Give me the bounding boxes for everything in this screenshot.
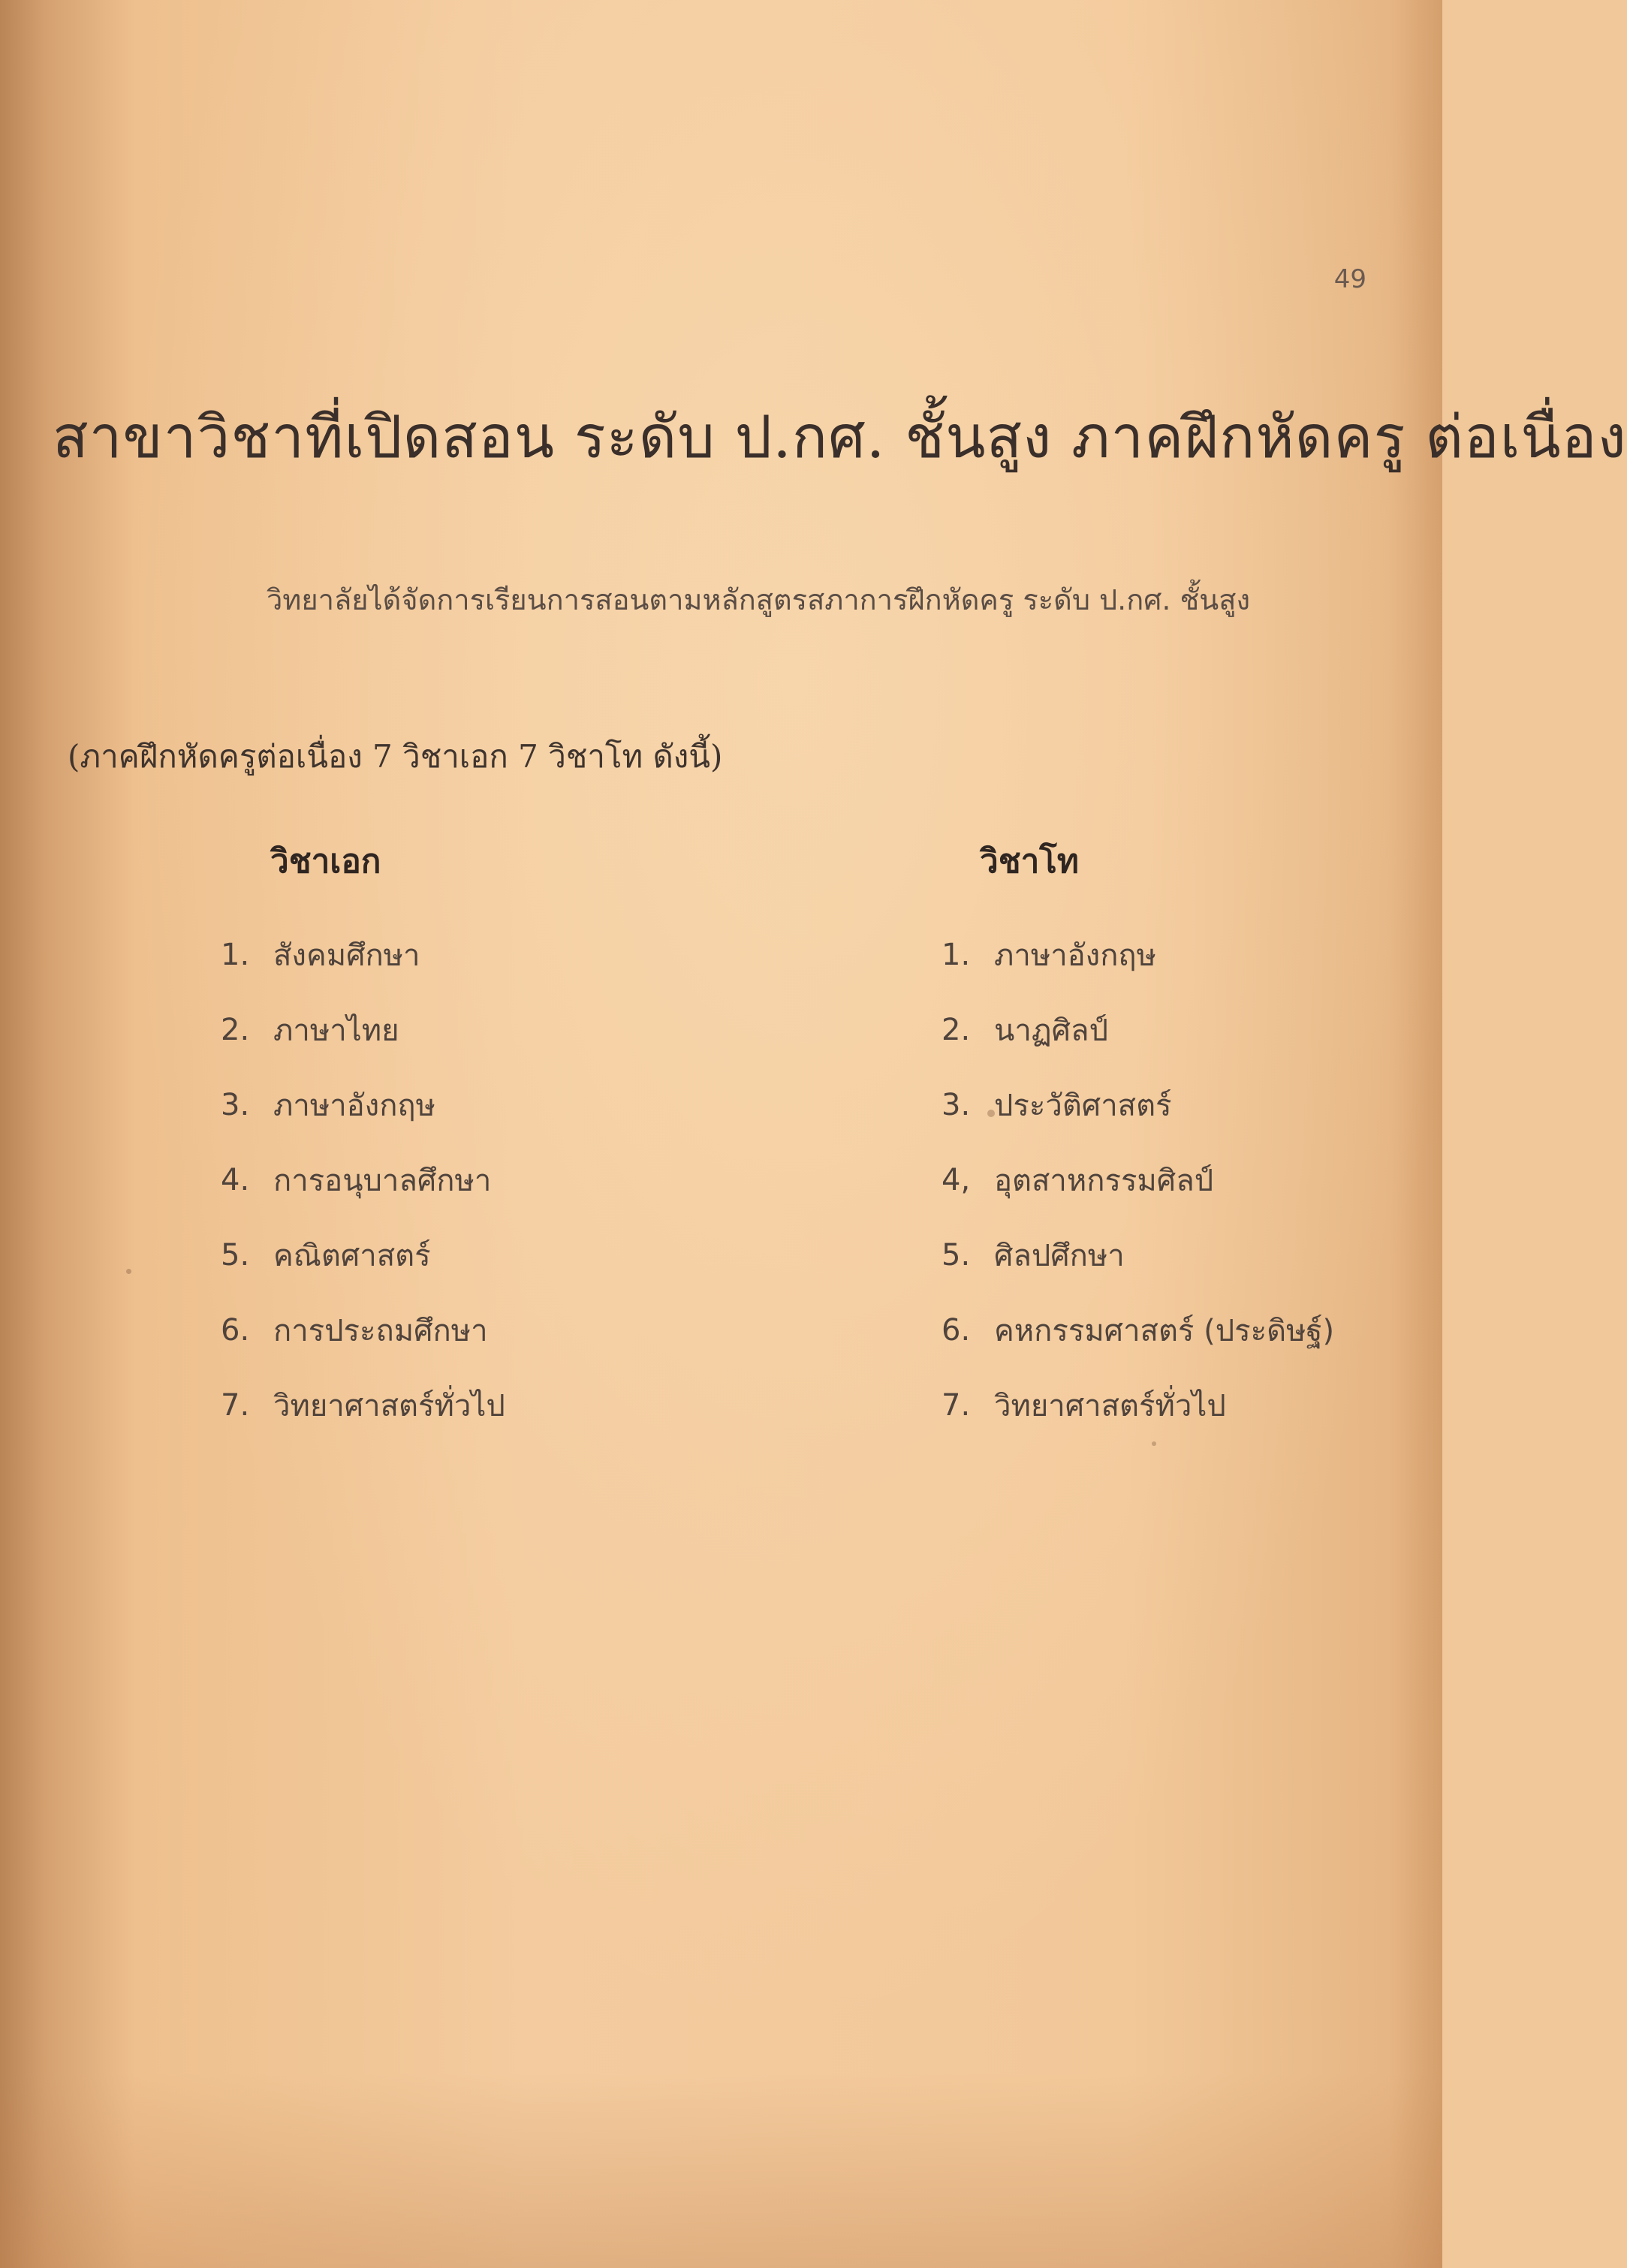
program-summary-note: (ภาคฝึกหัดครูต่อเนื่อง 7 วิชาเอก 7 วิชาโท ดังนี้): [68, 738, 723, 775]
item-number: 5.: [942, 1238, 971, 1273]
item-number: 1.: [221, 938, 250, 972]
item-number: 6.: [942, 1313, 971, 1348]
list-item: [221, 1218, 505, 1293]
item-label: อุตสาหกรรมศิลป์: [994, 1164, 1214, 1198]
list-item: [942, 992, 1334, 1068]
ink-speck: [126, 1269, 131, 1274]
list-item: [221, 1143, 505, 1218]
list-item: [942, 1068, 1334, 1143]
item-number: 6.: [221, 1313, 250, 1348]
list-item: [942, 1293, 1334, 1368]
item-number: 1.: [942, 938, 971, 972]
list-item: [221, 1293, 505, 1368]
minor-heading: วิชาโท: [980, 842, 1079, 881]
item-label: การประถมศึกษา: [273, 1314, 488, 1348]
list-item: [942, 917, 1334, 992]
item-label: วิทยาศาสตร์ทั่วไป: [273, 1389, 505, 1423]
minor-list: [942, 917, 1334, 1443]
item-number: 4.: [221, 1163, 250, 1197]
item-label: วิทยาศาสตร์ทั่วไป: [994, 1389, 1226, 1423]
item-number: 3.: [942, 1088, 971, 1122]
item-number: 2.: [221, 1013, 250, 1047]
list-item: [221, 992, 505, 1068]
list-item: [942, 1368, 1334, 1443]
item-label: คหกรรมศาสตร์ (ประดิษฐ์): [994, 1314, 1335, 1348]
item-label: ภาษาไทย: [273, 1014, 399, 1048]
list-item: [221, 1068, 505, 1143]
major-list: [221, 917, 505, 1443]
item-label: การอนุบาลศึกษา: [273, 1164, 492, 1198]
list-item: [221, 917, 505, 992]
item-number: 5.: [221, 1238, 250, 1273]
item-number: 3.: [221, 1088, 250, 1122]
item-number: 4,: [942, 1163, 971, 1197]
item-label: นาฏศิลป์: [994, 1014, 1108, 1048]
list-item: [221, 1368, 505, 1443]
item-number: 2.: [942, 1013, 971, 1047]
item-label: สังคมศึกษา: [273, 938, 420, 973]
major-heading: วิชาเอก: [270, 842, 381, 881]
item-label: ศิลปศึกษา: [994, 1239, 1125, 1273]
intro-paragraph: วิทยาลัยได้จัดการเรียนการสอนตามหลักสูตรสภาการฝึกหัดครู ระดับ ป.กศ. ชั้นสูง: [266, 583, 1251, 616]
item-label: ประวัติศาสตร์: [994, 1089, 1172, 1123]
page-title: สาขาวิชาที่เปิดสอน ระดับ ป.กศ. ชั้นสูง ภาคฝึกหัดครู ต่อเนื่อง: [53, 404, 1627, 471]
page-number: 49: [1333, 264, 1366, 294]
item-number: 7.: [221, 1388, 250, 1423]
list-item: [942, 1143, 1334, 1218]
item-number: 7.: [942, 1388, 971, 1423]
item-label: คณิตศาสตร์: [273, 1239, 431, 1273]
item-label: ภาษาอังกฤษ: [994, 938, 1157, 973]
item-label: ภาษาอังกฤษ: [273, 1089, 436, 1123]
list-item: [942, 1218, 1334, 1293]
